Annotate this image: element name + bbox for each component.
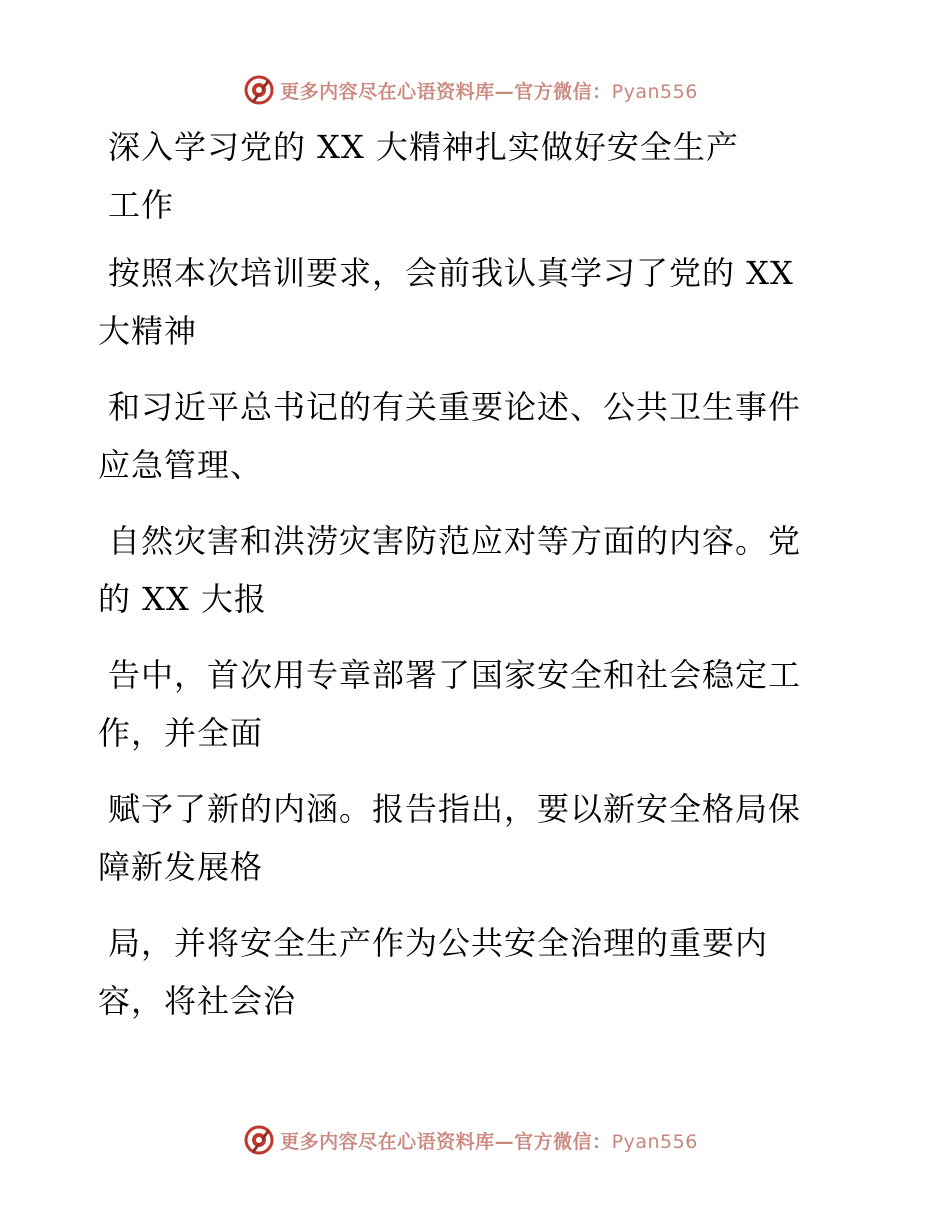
paragraph-line: 和习近平总书记的有关重要论述、公共卫生事件 [108,388,802,426]
quill-circle-icon [242,73,276,107]
paragraph-line: 应急管理、 [98,446,264,484]
paragraph-line: 赋予了新的内涵。报告指出，要以新安全格局保 [108,790,802,828]
document-title-line-1: 深入学习党的 XX 大精神扎实做好安全生产 [108,128,739,166]
document-body [98,118,838,1030]
paragraph-line: 告中，首次用专章部署了国家安全和社会稳定工 [108,656,802,694]
watermark-text: 更多内容尽在心语资料库—官方微信：Pyan556 [280,80,698,103]
wechat-id: Pyan556 [611,1130,698,1153]
paragraph-line: 大精神 [98,312,198,350]
quill-circle-icon [242,1123,276,1157]
document-title-line-2: 工作 [108,186,175,224]
wechat-id: Pyan556 [611,80,698,103]
paragraph-line: 的 XX 大报 [98,580,267,618]
paragraph-line: 作，并全面 [98,714,264,752]
watermark-text: 更多内容尽在心语资料库—官方微信：Pyan556 [280,1130,698,1153]
paragraph-line: 按照本次培训要求，会前我认真学习了党的 XX [108,254,794,292]
paragraph-line: 容，将社会治 [98,982,297,1020]
paragraph-line: 自然灾害和洪涝灾害防范应对等方面的内容。党 [108,522,802,560]
paragraph-line: 局，并将安全生产作为公共安全治理的重要内 [108,924,769,962]
footer-watermark-banner [0,1120,950,1160]
header-watermark-banner [0,70,950,110]
paragraph-line: 障新发展格 [98,848,264,886]
